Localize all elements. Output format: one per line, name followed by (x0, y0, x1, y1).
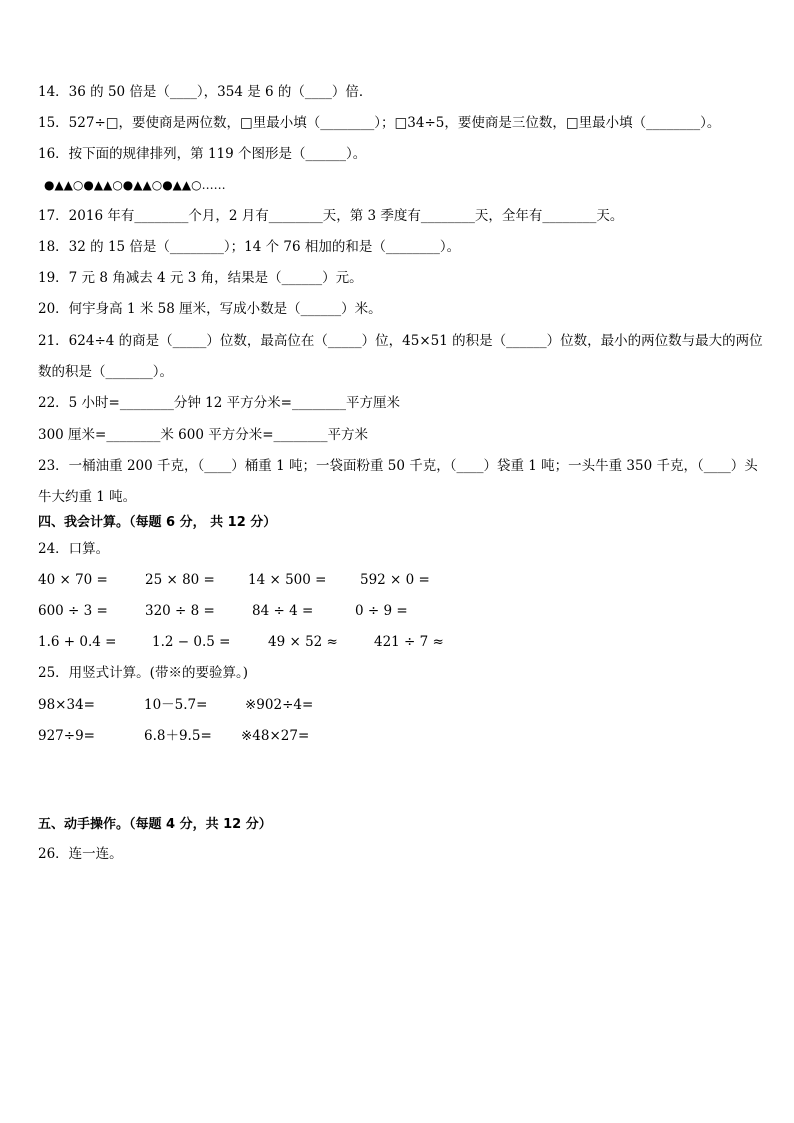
vertical-calc-1-2: 10－5.7= (144, 697, 208, 713)
vertical-calc-2-1: 927÷9= (38, 728, 95, 744)
oral-calc-3-3: 49 × 52 ≈ (268, 634, 338, 650)
oral-calc-2-2: 320 ÷ 8 = (145, 603, 215, 619)
vertical-calc-2-3: ※48×27= (241, 728, 310, 744)
oral-calc-3-1: 1.6 + 0.4 = (38, 634, 117, 650)
question-20: 20．何宇身高 1 米 58 厘米，写成小数是（______）米。 (38, 301, 382, 317)
oral-calc-2-1: 600 ÷ 3 = (38, 603, 108, 619)
question-21-line-2: 数的积是（_______）。 (38, 364, 173, 380)
question-21-line-1: 21．624÷4 的商是（_____）位数，最高位在（_____）位，45×51 的积是（______）位数，最小的两位数与最大的两位 (38, 333, 763, 349)
question-23-line-1: 23．一桶油重 200 千克，（____）桶重 1 吨；一袋面粉重 50 千克，（____）袋重 1 吨；一头牛重 350 千克，（____）头 (38, 458, 758, 474)
oral-calc-1-1: 40 × 70 = (38, 572, 108, 588)
oral-calc-2-3: 84 ÷ 4 = (252, 603, 314, 619)
question-22-line-1: 22．5 小时=________分钟 12 平方分米=________平方厘米 (38, 395, 400, 411)
oral-calc-1-3: 14 × 500 = (248, 572, 327, 588)
question-19: 19．7 元 8 角减去 4 元 3 角，结果是（______）元。 (38, 270, 363, 286)
oral-calc-3-2: 1.2 − 0.5 = (152, 634, 231, 650)
question-25: 25．用竖式计算。(带※的要验算。) (38, 665, 248, 681)
question-22-line-2: 300 厘米=________米 600 平方分米=________平方米 (38, 427, 369, 443)
question-16: 16．按下面的规律排列，第 119 个图形是（______）。 (38, 146, 367, 162)
question-18: 18．32 的 15 倍是（________）；14 个 76 相加的和是（________）。 (38, 239, 461, 255)
question-24: 24．口算。 (38, 541, 110, 557)
question-23-line-2: 牛大约重 1 吨。 (38, 489, 137, 505)
section-4-heading: 四、我会计算。（每题 6 分， 共 12 分） (38, 515, 277, 530)
vertical-calc-2-2: 6.8＋9.5= (144, 728, 212, 744)
question-26: 26．连一连。 (38, 846, 123, 862)
oral-calc-3-4: 421 ÷ 7 ≈ (374, 634, 444, 650)
vertical-calc-1-3: ※902÷4= (245, 697, 314, 713)
question-15: 15．527÷□，要使商是两位数，□里最小填（________）；□34÷5，要使商是三位数，□里最小填（________）。 (38, 115, 721, 131)
question-17: 17．2016 年有________个月，2 月有________天，第 3 季度有________天，全年有________天。 (38, 208, 624, 224)
oral-calc-1-4: 592 × 0 = (360, 572, 430, 588)
shape-pattern: ●▲▲○●▲▲○●▲▲○●▲▲○…… (44, 178, 226, 192)
oral-calc-1-2: 25 × 80 = (145, 572, 215, 588)
oral-calc-2-4: 0 ÷ 9 = (355, 603, 408, 619)
section-5-heading: 五、动手操作。（每题 4 分，共 12 分） (38, 817, 272, 832)
question-14: 14．36 的 50 倍是（____），354 是 6 的（____）倍． (38, 84, 373, 100)
vertical-calc-1-1: 98×34= (38, 697, 95, 713)
